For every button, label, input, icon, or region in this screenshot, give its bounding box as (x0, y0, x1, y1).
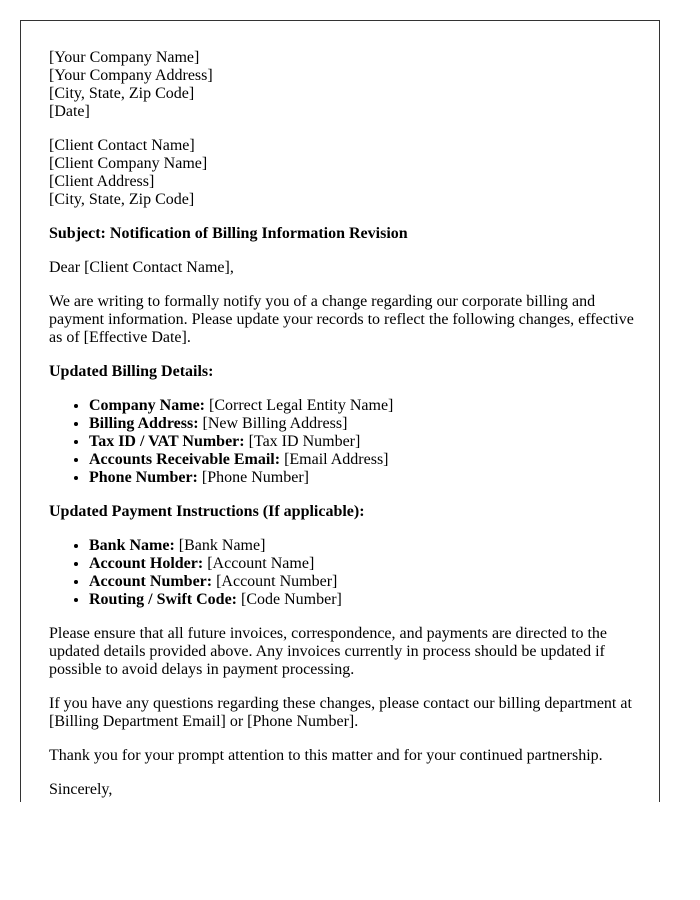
list-item-label: Account Holder: (89, 555, 204, 572)
recipient-contact-name: [Client Contact Name] (49, 137, 195, 154)
list-item (89, 397, 649, 415)
ensure-paragraph: Please ensure that all future invoices, correspondence, and payments are directed to the updated details provided above. Any invoices currently in process should be updated if possible to avoid delays in payment processing. (49, 625, 607, 678)
list-item-label: Company Name: (89, 397, 205, 414)
list-item-value: [Email Address] (280, 451, 389, 468)
subject-line: Subject: Notification of Billing Information Revision (49, 225, 408, 242)
recipient-city-state-zip: [City, State, Zip Code] (49, 191, 195, 208)
list-item-value: [Bank Name] (174, 537, 266, 554)
payment-instructions-heading: Updated Payment Instructions (If applicable): (49, 503, 365, 520)
intro-paragraph: We are writing to formally notify you of a change regarding our corporate billing and payment information. Please update your records to reflect the following changes, effective as of [Effective Date]. (49, 293, 634, 346)
list-item-value: [New Billing Address] (198, 415, 348, 432)
list-item-label: Accounts Receivable Email: (89, 451, 281, 468)
list-item-label: Phone Number: (89, 469, 198, 486)
list-item (89, 433, 649, 451)
list-item-value: [Account Name] (203, 555, 315, 572)
list-item (89, 555, 649, 573)
payment-instructions-list (49, 537, 649, 609)
sender-company-address: [Your Company Address] (49, 67, 213, 84)
recipient-address-block (49, 137, 649, 209)
list-item-label: Tax ID / VAT Number: (89, 433, 245, 450)
recipient-company-name: [Client Company Name] (49, 155, 208, 172)
list-item (89, 451, 649, 469)
list-item-value: [Account Number] (212, 573, 338, 590)
closing: Sincerely, (49, 781, 113, 798)
billing-details-list (49, 397, 649, 487)
list-item (89, 469, 649, 487)
letter-page (20, 20, 660, 802)
list-item (89, 415, 649, 433)
list-item (89, 591, 649, 609)
sender-address-block (49, 49, 649, 121)
list-item-label: Bank Name: (89, 537, 175, 554)
list-item (89, 537, 649, 555)
list-item-value: [Phone Number] (197, 469, 309, 486)
list-item-value: [Correct Legal Entity Name] (205, 397, 394, 414)
salutation: Dear [Client Contact Name], (49, 259, 234, 276)
letter-content (49, 49, 649, 802)
list-item-value: [Tax ID Number] (244, 433, 361, 450)
sender-city-state-zip: [City, State, Zip Code] (49, 85, 195, 102)
thanks-paragraph: Thank you for your prompt attention to this matter and for your continued partnership. (49, 747, 603, 764)
letter-date: [Date] (49, 103, 90, 120)
list-item-value: [Code Number] (237, 591, 342, 608)
questions-paragraph: If you have any questions regarding these changes, please contact our billing department at [Billing Department Email] or [Phone Number]. (49, 695, 632, 730)
recipient-address: [Client Address] (49, 173, 155, 190)
sender-company-name: [Your Company Name] (49, 49, 200, 66)
list-item-label: Account Number: (89, 573, 213, 590)
list-item-label: Billing Address: (89, 415, 199, 432)
list-item-label: Routing / Swift Code: (89, 591, 238, 608)
billing-details-heading: Updated Billing Details: (49, 363, 214, 380)
list-item (89, 573, 649, 591)
